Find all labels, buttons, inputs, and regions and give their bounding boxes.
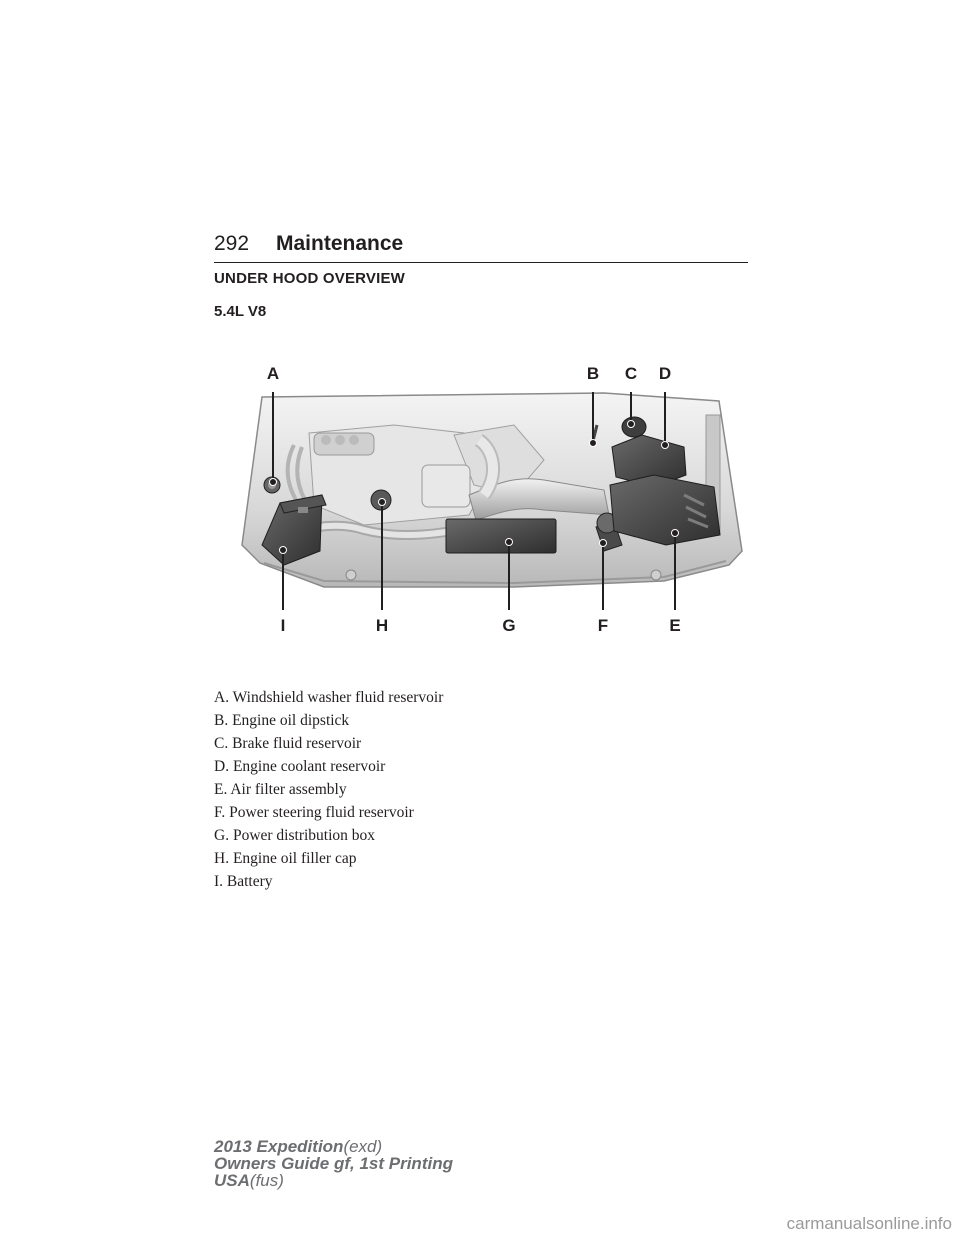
footer-model-code: (exd) (343, 1137, 383, 1156)
legend-item: B. Engine oil dipstick (214, 712, 350, 729)
page-header (214, 232, 748, 263)
callout-b: B (586, 364, 600, 383)
page-footer (214, 1138, 453, 1189)
footer-market: USA (214, 1171, 250, 1190)
legend-item: C. Brake fluid reservoir (214, 735, 362, 752)
legend-item: A. Windshield washer fluid reservoir (214, 689, 444, 706)
legend-item: E. Air filter assembly (214, 781, 347, 798)
legend-item: G. Power distribution box (214, 827, 376, 844)
component-legend (214, 686, 443, 893)
legend-item: D. Engine coolant reservoir (214, 758, 386, 775)
footer-model: 2013 Expedition (214, 1137, 344, 1156)
section-title: UNDER HOOD OVERVIEW (214, 270, 406, 287)
callout-d: D (658, 364, 672, 383)
callout-f: F (597, 616, 609, 635)
legend-item: H. Engine oil filler cap (214, 850, 357, 867)
engine-subtitle: 5.4L V8 (214, 303, 267, 320)
chapter-title: Maintenance (276, 232, 404, 255)
callout-e: E (669, 616, 681, 635)
callout-h: H (375, 616, 389, 635)
callout-g: G (502, 616, 516, 635)
callout-i: I (280, 616, 286, 635)
footer-guide: Owners Guide gf, 1st Printing (214, 1154, 453, 1173)
callout-a: A (266, 364, 280, 383)
engine-bay-diagram (214, 355, 749, 645)
watermark: carmanualsonline.info (786, 1214, 952, 1233)
legend-item: F. Power steering fluid reservoir (214, 804, 414, 821)
legend-item: I. Battery (214, 873, 273, 890)
callout-c: C (624, 364, 638, 383)
footer-market-code: (fus) (249, 1171, 284, 1190)
page-number: 292 (214, 232, 250, 255)
